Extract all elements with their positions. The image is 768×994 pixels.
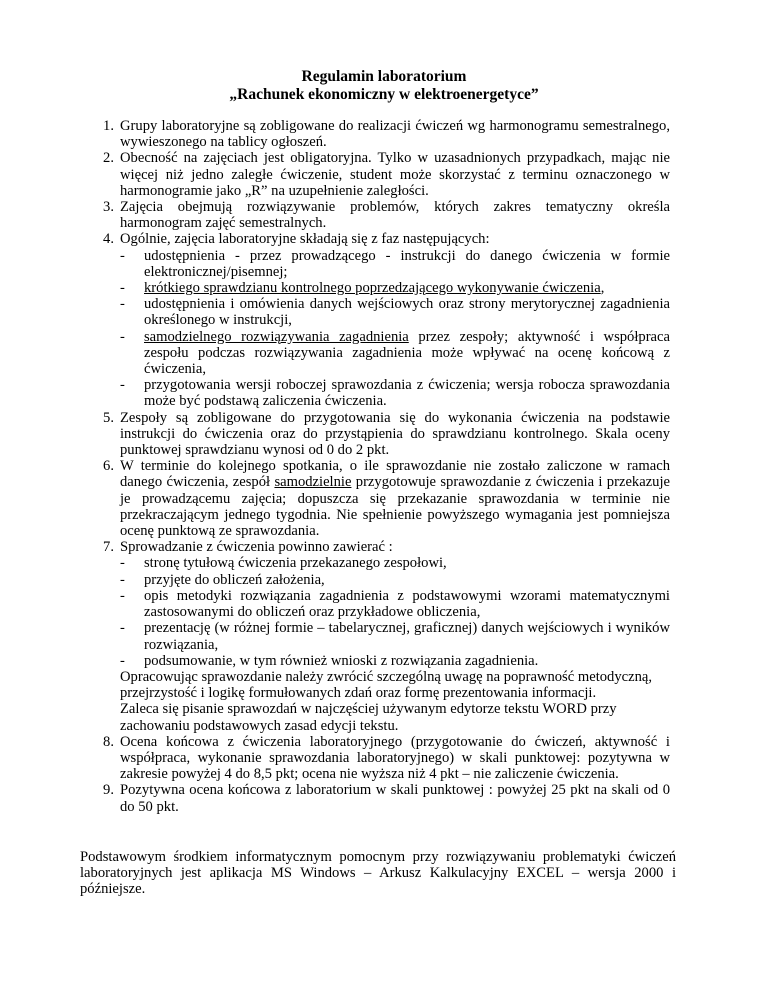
report-content-text: opis metodyki rozwiązania zagadnienia z podstawowymi wzorami matematycznymi zastosowanymi do obliczeń oraz przykładowe obliczenia, xyxy=(144,587,670,621)
rule-number: 4. xyxy=(103,231,114,248)
rule-item-5 xyxy=(103,409,670,459)
phase-text: udostępnienia - przez prowadzącego - instrukcji do danego ćwiczenia w formie elektronicznej/pisemnej; xyxy=(144,247,670,280)
rules-list xyxy=(103,118,671,815)
rule-item-2 xyxy=(103,150,670,199)
rule-text: Ogólnie, zajęcia laboratoryjne składają się z faz następujących: xyxy=(120,231,490,248)
rule-text: Zajęcia obejmują rozwiązywanie problemów, których zakres tematyczny określa harmonogram zajęć semestralnych. xyxy=(120,199,670,232)
rule-item-1 xyxy=(103,118,670,151)
rule-text: Ocena końcowa z ćwiczenia laboratoryjnego (przygotowanie do ćwiczeń, aktywność i współpraca, wykonanie sprawozdania laboratoryjnego) w skali punktowej: pozytywna w zakresie powyżej 4 do 8,5 pkt; ocena nie wyższa niż 4 pkt – nie zaliczenie ćwiczenia. xyxy=(120,733,670,783)
phase-item xyxy=(120,248,670,280)
report-content-item xyxy=(120,588,670,620)
rule-text: Pozytywna ocena końcowa z laboratorium w skali punktowej : powyżej 25 pkt na skali od 0 do 50 pkt. xyxy=(120,782,670,815)
report-contents-list xyxy=(120,555,670,668)
rule-number: 3. xyxy=(103,199,114,216)
report-content-text: podsumowanie, w tym również wnioski z rozwiązania zagadnienia. xyxy=(144,652,539,669)
rule-number: 1. xyxy=(103,118,114,134)
phase-text: przygotowania wersji roboczej sprawozdania z ćwiczenia; wersja robocza sprawozdania może być podstawą zaliczenia ćwiczenia. xyxy=(144,377,670,410)
rule-item-3 xyxy=(103,199,670,232)
rule-number: 8. xyxy=(103,733,114,750)
rule-text: Obecność na zajęciach jest obligatoryjna. Tylko w uzasadnionych przypadkach, mając nie więcej niż jedno zaległe ćwiczenie, student może skorzystać z terminu oznaczonego w harmonogramie jako „R” na uzupełnienie zaległości. xyxy=(120,150,670,199)
report-content-text: przyjęte do obliczeń założenia, xyxy=(144,571,325,588)
phase-text-underlined: samodzielnego rozwiązywania zagadnienia xyxy=(144,328,409,345)
rule-item-8 xyxy=(103,733,670,783)
rule-number: 9. xyxy=(103,782,114,799)
rule-item-7 xyxy=(103,539,670,734)
rule-item-4 xyxy=(103,231,670,410)
rule-text: przygotowuje sprawozdanie z ćwiczenia i przekazuje je prowadzącemu zajęcia; dopuszcza się przekazanie sprawozdania w terminie nie przekraczającym jednego tygodnia. Nie spełnienie powyższego wymagania jest pomniejsza ocenę punktową ze sprawozdania. xyxy=(120,474,671,540)
phase-text: przez zespoły; aktywność i współpraca zespołu podczas rozwiązywania zagadnienia może wpływać na ocenę końcową z ćwiczenia, xyxy=(144,328,670,378)
rule-text: Sprowadzanie z ćwiczenia powinno zawierać : xyxy=(120,539,393,556)
report-content-item xyxy=(120,555,670,571)
phase-text: , xyxy=(600,280,605,297)
rule-number: 2. xyxy=(103,150,114,167)
rule-text-underlined: samodzielnie xyxy=(274,474,352,491)
rule-text: W terminie do kolejnego spotkania, o ile sprawozdanie nie zostało zaliczone w ramach danego ćwiczenia, zespół xyxy=(120,458,670,491)
rule-item-6 xyxy=(103,458,671,540)
rule-text: Grupy laboratoryjne są zobligowane do realizacji ćwiczeń wg harmonogramu semestralnego, wywieszonego na tablicy ogłoszeń. xyxy=(120,118,670,151)
phase-list xyxy=(120,248,670,410)
editor-note: Zaleca się pisanie sprawozdań w najczęściej używanym edytorze tekstu WORD przy zachowaniu podstawowych zasad edycji tekstu. xyxy=(120,701,617,734)
rule-item-9 xyxy=(103,782,670,815)
phase-item xyxy=(120,280,670,296)
phase-item xyxy=(120,377,670,409)
phase-text: udostępnienia i omówienia danych wejściowych oraz strony merytorycznej zagadnienia określonego w instrukcji, xyxy=(144,296,670,329)
rule-number: 5. xyxy=(103,409,114,426)
report-note: Opracowując sprawozdanie należy zwrócić szczególną uwagę na poprawność metodyczną, przejrzystość i logikę formułowanych zdań oraz formę prezentowania informacji. xyxy=(120,668,653,702)
report-content-item xyxy=(120,653,670,669)
rule-text: Zespoły są zobligowane do przygotowania się do wykonania ćwiczenia na podstawie instrukcji do ćwiczenia oraz do przystąpienia do sprawdzianu kontrolnego. Skala oceny punktowej sprawdzianu wynosi od 0 do 2 pkt. xyxy=(120,409,670,459)
phase-item xyxy=(120,329,670,378)
rule-number: 6. xyxy=(103,458,114,475)
report-content-text: stronę tytułową ćwiczenia przekazanego zespołowi, xyxy=(144,555,447,572)
report-content-item xyxy=(120,572,670,588)
document-title: Regulamin laboratorium xyxy=(301,68,467,85)
phase-item xyxy=(120,296,670,328)
report-content-item xyxy=(120,620,670,652)
phase-text-underlined: krótkiego sprawdzianu kontrolnego poprzedzającego wykonywanie ćwiczenia xyxy=(144,280,601,297)
report-content-text: prezentację (w różnej formie – tabelarycznej, graficznej) danych wejściowych i wyników rozwiązania, xyxy=(144,620,670,653)
closing-paragraph: Podstawowym środkiem informatycznym pomocnym przy rozwiązywaniu problematyki ćwiczeń laboratoryjnych jest aplikacja MS Windows – Arkusz Kalkulacyjny EXCEL – wersja 2000 i późniejsze. xyxy=(80,849,676,898)
rule-number: 7. xyxy=(103,539,114,556)
document-subtitle: „Rachunek ekonomiczny w elektroenergetyce” xyxy=(229,86,539,103)
